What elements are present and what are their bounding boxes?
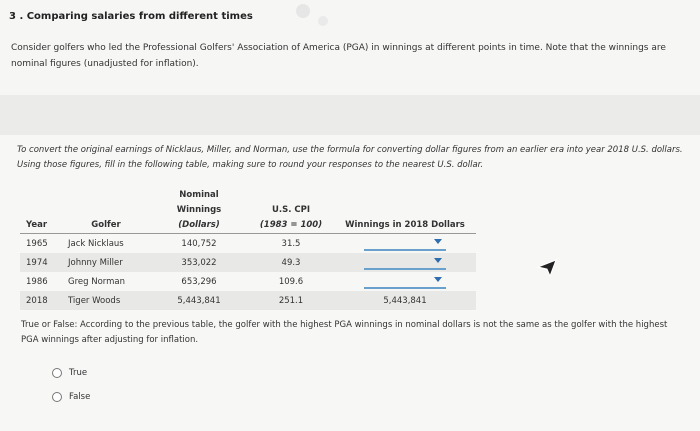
cell-year: 1974 (20, 253, 62, 272)
option-true[interactable] (52, 368, 87, 378)
cell-year: 2018 (20, 291, 62, 310)
chevron-down-icon (434, 258, 442, 263)
radio-false[interactable] (52, 392, 62, 402)
chevron-down-icon (434, 239, 442, 244)
cell-cpi: 251.1 (248, 291, 334, 310)
winnings-dropdown-norman[interactable] (364, 274, 446, 289)
table-row (20, 234, 476, 254)
cell-cpi: 49.3 (248, 253, 334, 272)
glare-spot (318, 16, 328, 26)
cell-golfer: Johnny Miller (62, 253, 150, 272)
header-winnings-2018: Winnings in 2018 Dollars (345, 220, 465, 230)
cell-nominal: 5,443,841 (150, 291, 248, 310)
option-true-label: True (69, 368, 88, 378)
cell-winnings-2018 (334, 234, 476, 254)
header-cpi-line1: U.S. CPI (271, 205, 311, 215)
cell-golfer: Tiger Woods (62, 291, 150, 310)
true-false-prompt: True or False: According to the previous table, the golfer with the highest PGA winnings in nominal dollars is not the same as the golfer with the highest PGA winnings after adjusting for inflation. (21, 320, 668, 345)
header-cpi-line2: (1983 = 100) (259, 220, 323, 230)
winnings-dropdown-nicklaus[interactable] (364, 236, 446, 251)
question-instructions: To convert the original earnings of Nicklaus, Miller, and Norman, use the formula for converting dollar figures from an earlier era into year 2018 U.S. dollars. Using those figures, fill in the following table, making sure to round your responses to the nearest U.S. dollar. (17, 145, 683, 170)
cell-nominal: 140,752 (181, 238, 217, 249)
cell-cpi: 109.6 (278, 276, 304, 287)
header-nominal (150, 188, 248, 234)
header-year: Year (26, 220, 48, 230)
question-title: 3 . Comparing salaries from different times (9, 11, 253, 22)
radio-true[interactable] (52, 368, 62, 378)
cell-year: 1986 (26, 276, 48, 287)
option-false-label: False (69, 392, 91, 402)
header-golfer: Golfer (91, 220, 121, 230)
header-nominal-line2: (Dollars) (178, 220, 220, 230)
table-row (20, 272, 476, 291)
cell-golfer: Greg Norman (68, 276, 126, 287)
table-row (20, 291, 476, 310)
cell-cpi: 31.5 (281, 238, 301, 249)
salary-table (20, 188, 476, 310)
winnings-dropdown-miller[interactable] (364, 255, 446, 270)
cell-nominal: 353,022 (150, 253, 248, 272)
table-header-row (20, 188, 476, 234)
cell-winnings-2018 (334, 253, 476, 272)
table-row (20, 253, 476, 272)
chevron-down-icon (434, 277, 442, 282)
section-divider (0, 95, 700, 135)
cell-winnings-2018: 5,443,841 (334, 291, 476, 310)
cell-nominal: 653,296 (181, 276, 217, 287)
question-intro: Consider golfers who led the Professional Golfers' Association of America (PGA) in winnings at different points in time. Note that the winnings are nominal figures (unadjusted for inflation). (11, 43, 666, 69)
cell-year: 1965 (26, 238, 48, 249)
cell-winnings-2018 (334, 272, 476, 291)
header-cpi (248, 188, 334, 234)
mouse-pointer-icon (536, 256, 558, 278)
glare-spot (296, 4, 310, 18)
option-false[interactable] (52, 392, 90, 402)
header-nominal-line1: Nominal Winnings (176, 190, 222, 215)
cell-golfer: Jack Nicklaus (68, 238, 124, 249)
